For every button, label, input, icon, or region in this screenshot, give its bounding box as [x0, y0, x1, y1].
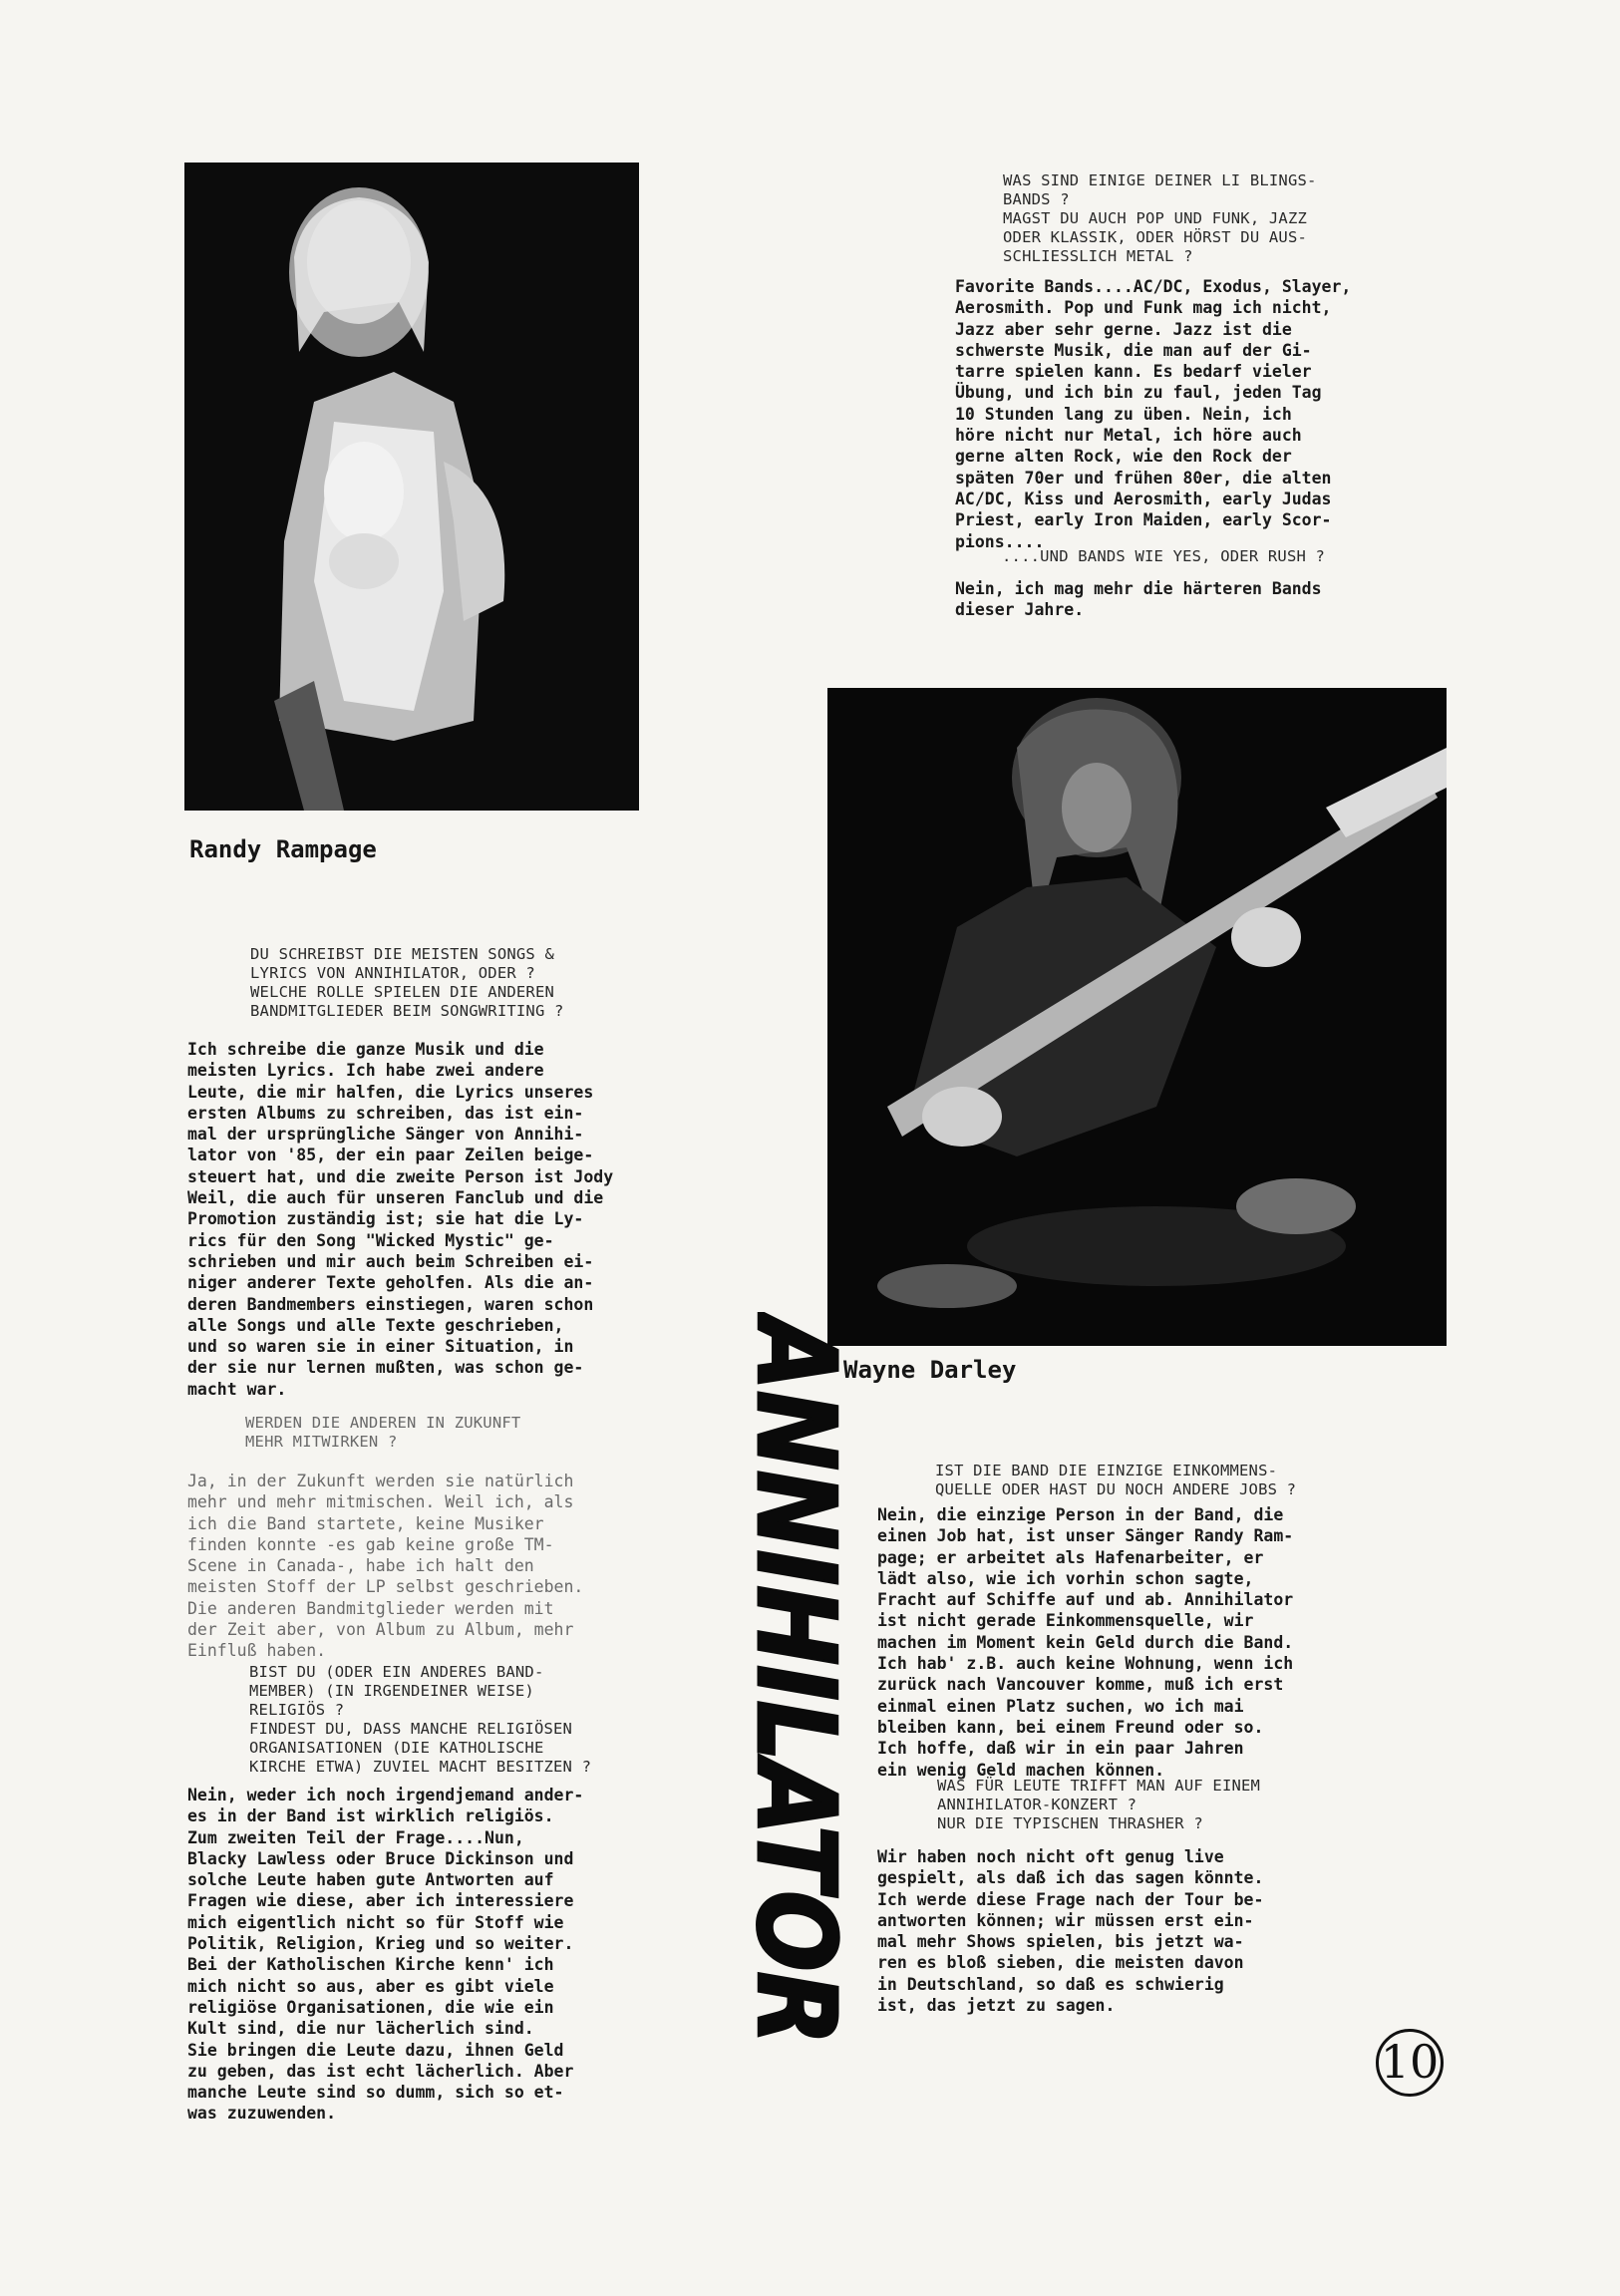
page-number: 10	[1376, 2029, 1444, 2097]
question-religion: BIST DU (ODER EIN ANDERES BAND- MEMBER) (IN IRGENDEINER WEISE) RELIGIÖS ? FINDEST DU, DASS MANCHE RELIGIÖSEN ORGANISATIONEN (DIE KATHOLISCHE KIRCHE ETWA) ZUVIEL MACHT BESITZEN ?	[249, 1663, 592, 1776]
photo-wayne-darley	[827, 688, 1447, 1346]
answer-favorite-bands: Favorite Bands....AC/DC, Exodus, Slayer, Aerosmith. Pop und Funk mag ich nicht, Jazz aber sehr gerne. Jazz ist die schwerste Musik, die man auf der Gi- tarre spielen kann. Es bedarf vieler Übung, und ich bin zu faul, jeden Tag 10 Stunden lang zu üben. Nein, ich höre nicht nur Metal, ich höre auch gerne alten Rock, wie den Rock der späten 70er und frühen 80er, die alten AC/DC, Kiss und Aerosmith, early Judas Priest, early Iron Maiden, early Scor- pions....	[955, 277, 1352, 551]
question-favorite-bands: WAS SIND EINIGE DEINER LI BLINGS- BANDS ? MAGST DU AUCH POP UND FUNK, JAZZ ODER KLASSIK, ODER HÖRST DU AUS- SCHLIESSLICH METAL ?	[1003, 171, 1317, 265]
question-other-jobs: IST DIE BAND DIE EINZIGE EINKOMMENS- QUELLE ODER HAST DU NOCH ANDERE JOBS ?	[935, 1462, 1297, 1498]
answer-other-jobs: Nein, die einzige Person in der Band, die einen Job hat, ist unser Sänger Randy Ram- page; er arbeitet als Hafenarbeiter, er lädt also, wie ich vorhin schon sagte, Fracht auf Schiffe auf und ab. Annihilator ist nicht gerade Einkommensquelle, wir machen im Moment kein Geld durch die Band. Ich hab' z.B. auch keine Wohnung, wenn ich zurück nach Vancouver komme, muß ich erst einmal einen Platz suchen, wo ich mai bleiben kann, bei einem Freund oder so. Ich hoffe, daß wir in ein paar Jahren ein wenig Geld machen können.	[877, 1505, 1294, 1780]
photo-randy-rampage	[184, 163, 639, 811]
question-audience: WAS FÜR LEUTE TRIFFT MAN AUF EINEM ANNIHILATOR-KONZERT ? NUR DIE TYPISCHEN THRASHER ?	[937, 1777, 1261, 1832]
question-songwriting: DU SCHREIBST DIE MEISTEN SONGS & LYRICS VON ANNIHILATOR, ODER ? WELCHE ROLLE SPIELEN DIE ANDEREN BANDMITGLIEDER BEIM SONGWRITING ?	[250, 945, 564, 1020]
svg-text:ANNIHILATOR: ANNIHILATOR	[733, 1317, 848, 2050]
annihilator-logo	[729, 1312, 848, 2050]
answer-religion: Nein, weder ich noch irgendjemand ander- es in der Band ist wirklich religiös. Zum zweiten Teil der Frage....Nun, Blacky Lawless oder Bruce Dickinson und solche Leute haben gute Antworten auf Fragen wie diese, aber ich interessiere mich eigentlich nicht so für Stoff wie Politik, Religion, Krieg und so weiter. Bei der Katholischen Kirche kenn' ich mich nicht so aus, aber es gibt viele religiöse Organisationen, die wie ein Kult sind, die nur lächerlich sind. Sie bringen die Leute dazu, ihnen Geld zu geben, das ist echt lächerlich. Aber manche Leute sind so dumm, sich so et- was zuzuwenden.	[187, 1786, 584, 2124]
answer-yes-rush: Nein, ich mag mehr die härteren Bands dieser Jahre.	[955, 579, 1322, 620]
caption-wayne-darley: Wayne Darley	[843, 1356, 1017, 1384]
answer-future-role: Ja, in der Zukunft werden sie natürlich mehr und mehr mitmischen. Weil ich, als ich die Band startete, keine Musiker finden konnte -es gab keine große TM- Scene in Canada-, habe ich halt den meisten Stoff der LP selbst geschrieben. Die anderen Bandmitglieder werden mit der Zeit aber, von Album zu Album, mehr Einfluß haben.	[187, 1472, 584, 1661]
answer-songwriting: Ich schreibe die ganze Musik und die meisten Lyrics. Ich habe zwei andere Leute, die mir halfen, die Lyrics unseres ersten Albums zu schreiben, das ist ein- mal der ursprüngliche Sänger von Annihi- lator von '85, der ein paar Zeilen beige- steuert hat, und die zweite Person ist Jody Weil, die auch für unseren Fanclub und die Promotion zuständig ist; sie hat die Ly- rics für den Song "Wicked Mystic" ge- schrieben und mir auch beim Schreiben ei- niger anderer Texte geholfen. Als die an- deren Bandmembers einstiegen, waren schon alle Songs und alle Texte geschrieben, und so waren sie in einer Situation, in der sie nur lernen mußten, was schon ge- macht war.	[187, 1040, 614, 1399]
question-yes-rush: ....UND BANDS WIE YES, ODER RUSH ?	[1002, 547, 1326, 565]
question-future-role: WERDEN DIE ANDEREN IN ZUKUNFT MEHR MITWIRKEN ?	[245, 1414, 521, 1451]
caption-randy-rampage: Randy Rampage	[189, 835, 377, 863]
answer-audience: Wir haben noch nicht oft genug live gespielt, als daß ich das sagen könnte. Ich werde diese Frage nach der Tour be- antworten können; wir müssen erst ein- mal mehr Shows spielen, bis jetzt wa- ren es bloß sieben, die meisten davon in Deutschland, so daß es schwierig ist, das jetzt zu sagen.	[877, 1847, 1264, 2016]
